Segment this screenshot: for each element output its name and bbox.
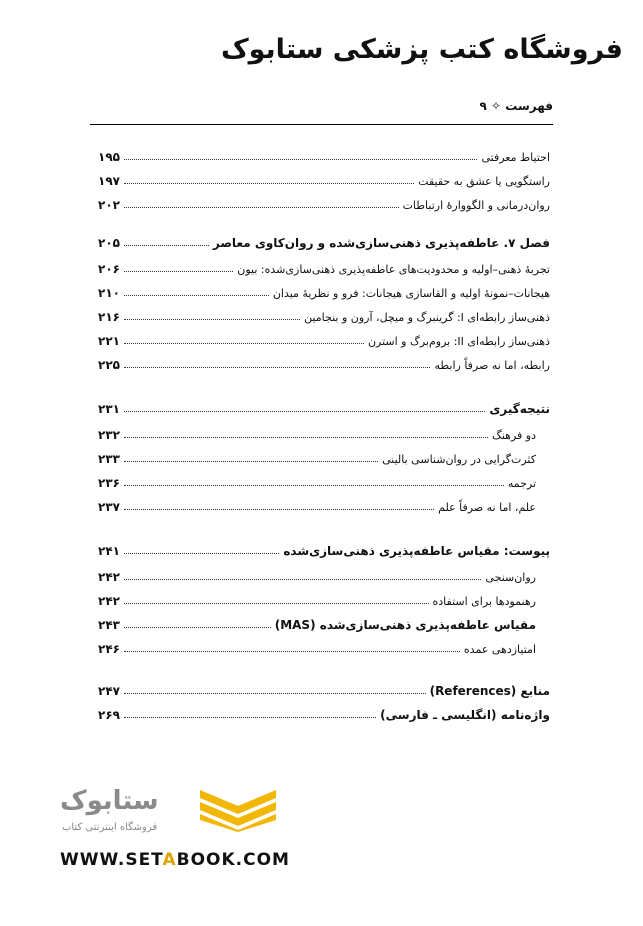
toc-entry-title: رهنمودها برای استفاده [432,595,536,608]
toc-leader-dots [124,627,271,628]
toc-row[interactable] [98,614,550,632]
toc-row[interactable] [98,472,550,490]
toc-page-number: ۲۰۵ [98,236,120,250]
toc-page-number: ۲۲۱ [98,334,120,348]
toc-row[interactable] [98,424,550,442]
toc-entry-title: علم، اما نه صرفاً علم [438,501,536,514]
toc-entry-title: مقیاس عاطفه‌پذیری ذهنی‌سازی‌شده (MAS) [274,618,536,632]
toc-entry-title: روان‌درمانی و الگووارهٔ ارتباطات [402,199,550,212]
toc-page-number: ۲۲۵ [98,358,120,372]
toc-leader-dots [124,461,378,462]
toc-row[interactable] [98,330,550,348]
toc-page-number: ۲۱۰ [98,286,120,300]
toc-page-number: ۲۳۳ [98,452,120,466]
toc-leader-dots [124,437,488,438]
toc-row[interactable] [98,590,550,608]
toc-page-number: ۲۴۷ [98,684,120,698]
toc-leader-dots [124,509,434,510]
toc-row[interactable] [98,232,550,250]
toc-entry-title: نتیجه‌گیری [489,402,550,416]
site-url-accent: A [162,850,177,870]
toc-leader-dots [124,295,269,296]
site-url-rest: BOOK.COM [176,850,290,870]
toc-leader-dots [124,245,209,246]
toc-row[interactable] [98,540,550,558]
toc-leader-dots [124,367,430,368]
logo-brand: ستابوک [60,786,159,816]
toc-leader-dots [124,651,460,652]
toc-page-number: ۲۴۱ [98,544,120,558]
toc-leader-dots [124,319,300,320]
toc-entry-title: احتیاط معرفتی [481,151,550,164]
toc-page-number: ۱۹۷ [98,174,120,188]
toc-entry-title: ترجمه [507,477,536,490]
toc-leader-dots [124,717,376,718]
toc-row[interactable] [98,638,550,656]
toc-entry-title: هیجانات–نمونهٔ اولیه و القاسازی هیجانات: فرو و نظریهٔ میدان [272,287,550,300]
toc-row[interactable] [98,282,550,300]
toc-entry-title: ذهنی‌ساز رابطه‌ای II: بروم‌برگ و استرن [367,335,550,348]
toc-page-number: ۲۴۲ [98,570,120,584]
chevron-stack-icon [200,786,276,832]
toc-entry-title: امتیازدهی عمده [463,643,536,656]
toc-page-number: ۲۰۶ [98,262,120,276]
toc-page-number: ۲۴۲ [98,594,120,608]
toc-row[interactable] [98,306,550,324]
toc-leader-dots [124,207,399,208]
toc-entry-title: روان‌سنجی [485,571,536,584]
toc-row[interactable] [98,566,550,584]
running-head: فهرست ✧ ۹ [479,99,553,113]
toc-row[interactable] [98,258,550,276]
toc-entry-title: ذهنی‌ساز رابطه‌ای I: گرینبرگ و میچل، آرون و بنجامین [304,311,550,324]
toc-leader-dots [124,485,504,486]
toc-page-number: ۱۹۵ [98,150,120,164]
site-url[interactable] [60,850,290,870]
toc-entry-title: راستگویی یا عشق به حقیقت [418,175,550,188]
toc-row[interactable] [98,704,550,722]
toc-page-number: ۲۶۹ [98,708,120,722]
toc-row[interactable] [98,354,550,372]
toc-row[interactable] [98,680,550,698]
toc-leader-dots [124,343,364,344]
toc-entry-title: منابع (References) [429,684,550,698]
toc-page-number: ۲۳۲ [98,428,120,442]
toc-entry-title: پیوست: مقیاس عاطفه‌پذیری ذهنی‌سازی‌شده [283,544,550,558]
toc-row[interactable] [98,146,550,164]
toc-row[interactable] [98,448,550,466]
site-url-prefix: WWW.SET [60,850,163,870]
toc-leader-dots [124,411,485,412]
toc-leader-dots [124,553,279,554]
toc-leader-dots [124,183,414,184]
toc-leader-dots [124,603,429,604]
toc-page-number: ۲۱۶ [98,310,120,324]
toc-row[interactable] [98,398,550,416]
logo-tagline: فروشگاه اینترنتی کتاب [62,822,158,833]
toc-page-number: ۲۳۶ [98,476,120,490]
toc-leader-dots [124,579,481,580]
toc-leader-dots [124,271,233,272]
toc-entry-title: واژه‌نامه (انگلیسی ـ فارسی) [380,708,550,722]
toc-entry-title: رابطه، اما نه صرفاً رابطه [434,359,550,372]
toc-entry-title: دو فرهنگ [492,429,536,442]
toc-page-number: ۲۰۲ [98,198,120,212]
toc-row[interactable] [98,170,550,188]
site-title: فروشگاه کتب پزشکی ستابوک [220,34,623,65]
toc-page-number: ۲۳۷ [98,500,120,514]
toc-entry-title: تجربهٔ ذهنی–اولیه و محدودیت‌های عاطفه‌پذیری ذهنی‌سازی‌شده: بیون [237,263,550,276]
toc-row[interactable] [98,496,550,514]
toc-page-number: ۲۴۳ [98,618,120,632]
toc-row[interactable] [98,194,550,212]
toc-leader-dots [124,693,426,694]
toc-leader-dots [124,159,477,160]
toc-entry-title: کثرت‌گرایی در روان‌شناسی بالینی [382,453,536,466]
toc-page-number: ۲۳۱ [98,402,120,416]
toc-entry-title: فصل ۷. عاطفه‌پذیری ذهنی‌سازی‌شده و روان‌کاوی معاصر [212,236,550,250]
toc-page-number: ۲۴۶ [98,642,120,656]
